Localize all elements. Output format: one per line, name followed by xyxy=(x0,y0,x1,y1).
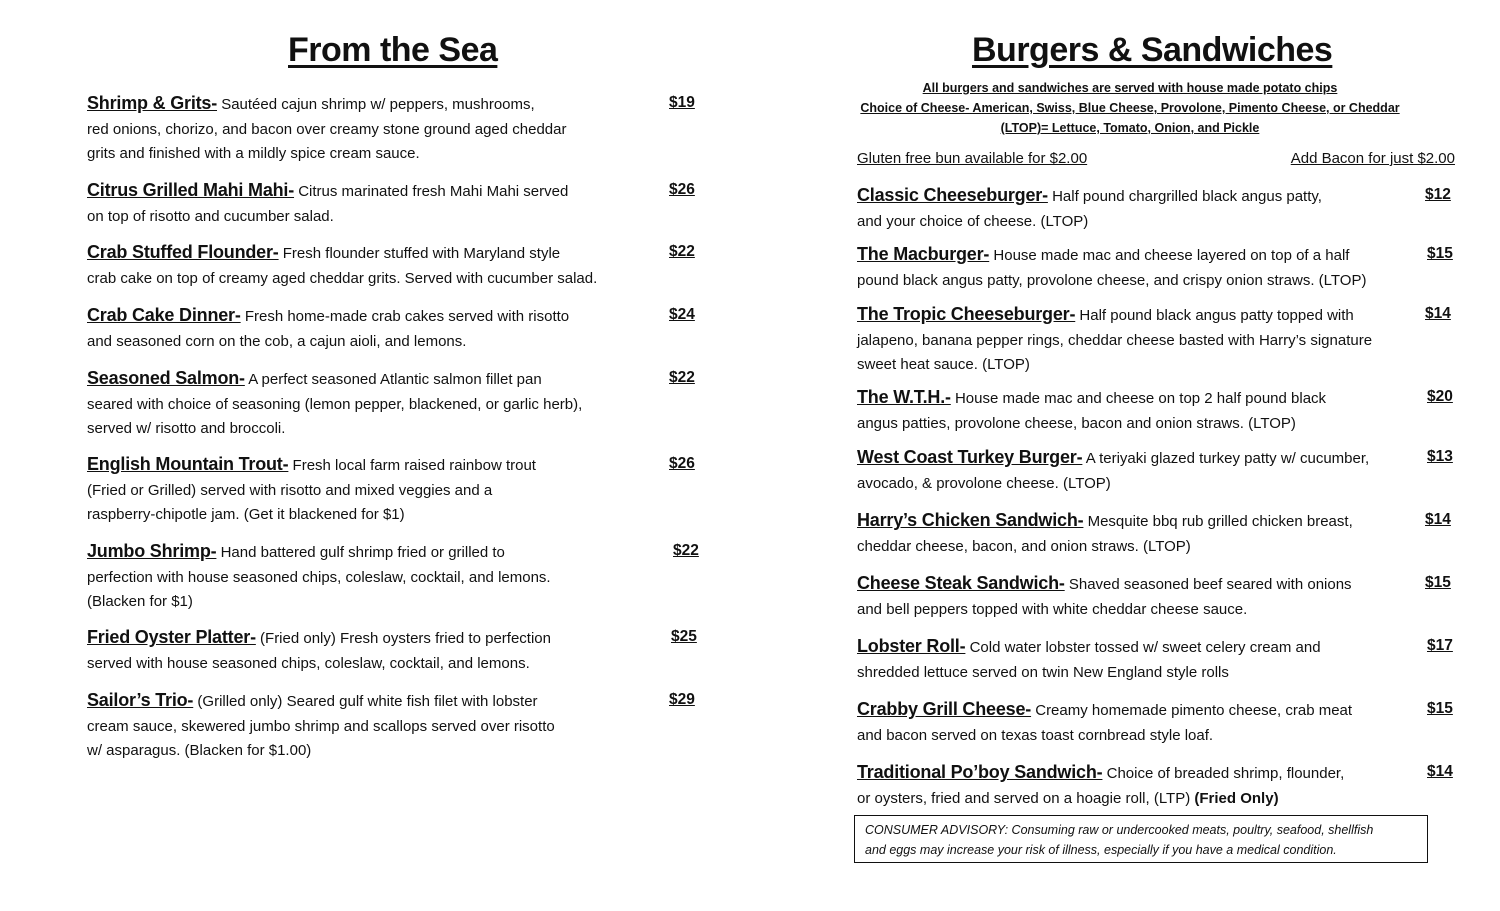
item-description: Choice of breaded shrimp, flounder, xyxy=(1106,765,1345,782)
item-name: Harry’s Chicken Sandwich- xyxy=(857,510,1084,530)
item-name: Cheese Steak Sandwich- xyxy=(857,573,1065,593)
item-description: Fresh flounder stuffed with Maryland style xyxy=(282,245,561,262)
item-price: $29 xyxy=(669,691,695,708)
item-description: on top of risotto and cucumber salad. xyxy=(87,207,334,225)
item-price: $14 xyxy=(1425,511,1451,528)
item-description: Hand battered gulf shrimp fried or grilled to xyxy=(220,544,505,561)
item-description: raspberry-chipotle jam. (Get it blackened for $1) xyxy=(87,506,405,523)
note-potato-chips: All burgers and sandwiches are served with house made potato chips xyxy=(922,81,1338,95)
item-price: $22 xyxy=(669,243,695,260)
menu-item-the-wth xyxy=(857,385,1457,436)
menu-item-shrimp-grits xyxy=(87,91,707,167)
item-name: Crab Cake Dinner- xyxy=(87,305,241,325)
item-name: The W.T.H.- xyxy=(857,387,951,407)
item-description: and bell peppers topped with white cheddar cheese sauce. xyxy=(857,600,1248,618)
item-description: Cold water lobster tossed w/ sweet celery cream and xyxy=(969,639,1321,656)
consumer-advisory-box xyxy=(854,815,1428,863)
menu-item-the-tropic-cheeseburger xyxy=(857,302,1457,378)
menu-item-lobster-roll xyxy=(857,634,1457,685)
menu-item-fried-oyster-platter xyxy=(87,625,707,676)
item-price: $15 xyxy=(1427,700,1453,717)
item-description: and bacon served on texas toast cornbread style loaf. xyxy=(857,726,1214,744)
item-description: w/ asparagus. (Blacken for $1.00) xyxy=(87,742,312,759)
item-name: Fried Oyster Platter- xyxy=(87,627,256,647)
item-description: avocado, & provolone cheese. (LTOP) xyxy=(857,474,1111,492)
item-description: crab cake on top of creamy aged cheddar grits. Served with cucumber salad. xyxy=(87,269,598,287)
menu-item-citrus-grilled-mahi-mahi xyxy=(87,178,707,229)
item-description: (Grilled only) Seared gulf white fish filet with lobster xyxy=(197,693,538,710)
menu-item-seasoned-salmon xyxy=(87,366,707,442)
menu-item-crab-cake-dinner xyxy=(87,303,707,354)
advisory-line: CONSUMER ADVISORY: Consuming raw or undercooked meats, poultry, seafood, shellfish xyxy=(865,823,1374,837)
menu-item-the-macburger xyxy=(857,242,1457,293)
item-name: The Macburger- xyxy=(857,244,990,264)
item-price: $19 xyxy=(669,94,695,111)
item-name: Classic Cheeseburger- xyxy=(857,185,1048,205)
item-description: Fresh local farm raised rainbow trout xyxy=(292,457,536,474)
item-price: $14 xyxy=(1425,305,1451,322)
menu-item-crab-stuffed-flounder xyxy=(87,240,707,291)
section-title-burgers-sandwiches: Burgers & Sandwiches xyxy=(972,31,1333,69)
item-price: $24 xyxy=(669,306,695,323)
item-description: A teriyaki glazed turkey patty w/ cucumber, xyxy=(1085,450,1370,467)
menu-item-traditional-poboy-sandwich xyxy=(857,760,1457,811)
item-description: cheddar cheese, bacon, and onion straws. (LTOP) xyxy=(857,537,1191,555)
item-description: Sautéed cajun shrimp w/ peppers, mushrooms, xyxy=(221,96,535,113)
item-description: (Fried only) Fresh oysters fried to perfection xyxy=(260,630,551,647)
item-description: sweet heat sauce. (LTOP) xyxy=(857,356,1030,373)
item-description: angus patties, provolone cheese, bacon and onion straws. (LTOP) xyxy=(857,414,1296,432)
item-name: Crabby Grill Cheese- xyxy=(857,699,1032,719)
burgers-sandwiches-page xyxy=(760,0,1500,911)
menu-item-english-mountain-trout xyxy=(87,452,707,528)
item-description: Half pound chargrilled black angus patty, xyxy=(1052,188,1322,205)
menu-item-classic-cheeseburger xyxy=(857,183,1457,234)
item-name: Seasoned Salmon- xyxy=(87,368,245,388)
item-name: Shrimp & Grits- xyxy=(87,93,218,113)
item-price: $15 xyxy=(1427,245,1453,262)
gluten-free-bun-note: Gluten free bun available for $2.00 xyxy=(857,150,1088,167)
item-description: House made mac and cheese on top 2 half pound black xyxy=(954,390,1327,407)
menu-item-cheese-steak-sandwich xyxy=(857,571,1457,622)
item-description: jalapeno, banana pepper rings, cheddar cheese basted with Harry’s signature xyxy=(857,331,1373,349)
item-description: and seasoned corn on the cob, a cajun aioli, and lemons. xyxy=(87,332,467,350)
serving-notes xyxy=(760,78,1500,138)
item-name: The Tropic Cheeseburger- xyxy=(857,304,1076,324)
item-price: $13 xyxy=(1427,448,1453,465)
item-price: $17 xyxy=(1427,637,1453,654)
item-description: and your choice of cheese. (LTOP) xyxy=(857,212,1089,230)
item-name: Crab Stuffed Flounder- xyxy=(87,242,279,262)
item-description: Half pound black angus patty topped with xyxy=(1079,307,1354,324)
menu-item-west-coast-turkey-burger xyxy=(857,445,1457,496)
item-description: served with house seasoned chips, coleslaw, cocktail, and lemons. xyxy=(87,654,530,672)
item-description: Shaved seasoned beef seared with onions xyxy=(1068,576,1352,593)
item-price: $15 xyxy=(1425,574,1451,591)
item-price: $25 xyxy=(671,628,697,645)
item-description: Creamy homemade pimento cheese, crab meat xyxy=(1035,702,1353,719)
item-price: $26 xyxy=(669,181,695,198)
advisory-line: and eggs may increase your risk of illness, especially if you have a medical condition. xyxy=(865,843,1337,857)
menu-item-jumbo-shrimp xyxy=(87,539,707,615)
fried-only-note: (Fried Only) xyxy=(1194,789,1279,807)
item-description: seared with choice of seasoning (lemon pepper, blackened, or garlic herb), xyxy=(87,395,583,413)
menu-item-sailors-trio xyxy=(87,688,707,764)
item-description: shredded lettuce served on twin New England style rolls xyxy=(857,663,1229,681)
item-name: Lobster Roll- xyxy=(857,636,966,656)
item-price: $26 xyxy=(669,455,695,472)
item-description: cream sauce, skewered jumbo shrimp and scallops served over risotto xyxy=(87,717,555,735)
item-description: Fresh home-made crab cakes served with risotto xyxy=(244,308,570,325)
item-name: Citrus Grilled Mahi Mahi- xyxy=(87,180,295,200)
item-description: pound black angus patty, provolone cheese, and crispy onion straws. (LTOP) xyxy=(857,271,1367,289)
add-bacon-note: Add Bacon for just $2.00 xyxy=(1290,150,1455,167)
menu-item-harrys-chicken-sandwich xyxy=(857,508,1457,559)
item-name: Traditional Po’boy Sandwich- xyxy=(857,762,1103,782)
item-description: grits and finished with a mildly spice cream sauce. xyxy=(87,145,420,162)
item-description: red onions, chorizo, and bacon over creamy stone ground aged cheddar xyxy=(87,120,567,138)
item-description: served w/ risotto and broccoli. xyxy=(87,420,286,437)
note-ltop-legend: (LTOP)= Lettuce, Tomato, Onion, and Pickle xyxy=(1000,121,1260,135)
item-description: Mesquite bbq rub grilled chicken breast, xyxy=(1087,513,1353,530)
item-description: House made mac and cheese layered on top of a half xyxy=(993,247,1350,264)
item-description: perfection with house seasoned chips, coleslaw, cocktail, and lemons. xyxy=(87,568,551,586)
item-description: or oysters, fried and served on a hoagie roll, (LTP) xyxy=(857,789,1195,807)
item-price: $14 xyxy=(1427,763,1453,780)
item-name: English Mountain Trout- xyxy=(87,454,289,474)
item-description: A perfect seasoned Atlantic salmon fillet pan xyxy=(248,371,542,388)
item-price: $22 xyxy=(673,542,699,559)
note-cheese-choice: Choice of Cheese- American, Swiss, Blue Cheese, Provolone, Pimento Cheese, or Cheddar xyxy=(860,101,1400,115)
item-description: (Fried or Grilled) served with risotto and mixed veggies and a xyxy=(87,481,493,499)
section-title-from-the-sea: From the Sea xyxy=(288,31,498,69)
item-name: Sailor’s Trio- xyxy=(87,690,194,710)
item-price: $12 xyxy=(1425,186,1451,203)
item-name: Jumbo Shrimp- xyxy=(87,541,217,561)
item-price: $22 xyxy=(669,369,695,386)
item-description: (Blacken for $1) xyxy=(87,593,193,610)
item-price: $20 xyxy=(1427,388,1453,405)
item-description: Citrus marinated fresh Mahi Mahi served xyxy=(298,183,569,200)
item-name: West Coast Turkey Burger- xyxy=(857,447,1083,467)
menu-item-crabby-grill-cheese xyxy=(857,697,1457,748)
